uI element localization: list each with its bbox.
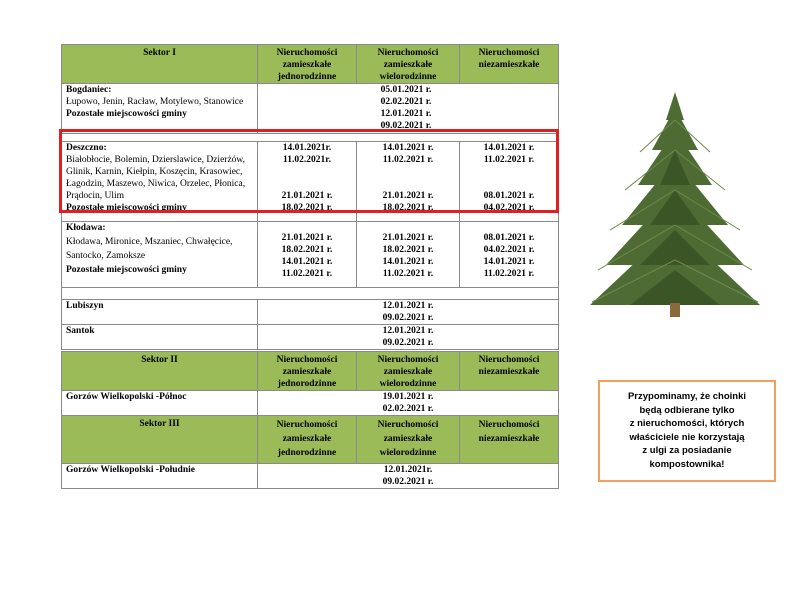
date: 19.01.2021 r. (382, 392, 434, 402)
date: 14.01.2021 r. (382, 143, 434, 153)
date: 11.02.2021 r. (281, 269, 333, 279)
sector-1-header-row (62, 45, 559, 84)
col-multi-family-header: Nieruchomości zamieszkałe wielorodzinne (357, 352, 460, 391)
date: 21.01.2021 r. (382, 191, 434, 201)
bogdaniec-name: Bogdaniec: (66, 85, 112, 95)
bogdaniec-others: Pozostałe miejscowości gminy (66, 109, 187, 119)
klodawa-col3 (460, 222, 559, 288)
note-line: kompostownika! (649, 458, 725, 470)
gorzow-south-row (62, 464, 559, 489)
klodawa-col2 (357, 222, 460, 288)
deszczno-name: Deszczno: (66, 143, 107, 153)
reminder-note (598, 380, 776, 482)
date: 09.02.2021 r. (382, 477, 434, 487)
date: 11.02.2021 r. (382, 155, 434, 165)
klodawa-villages-2: Santocko, Zamoksze (66, 251, 146, 261)
sector-3-header-row (62, 416, 559, 464)
klodawa-villages-1: Kłodawa, Mironice, Mszaniec, Chwałęcice, (66, 237, 233, 247)
date: 04.02.2021 r. (483, 245, 535, 255)
date: 02.02.2021 r. (380, 97, 432, 107)
klodawa-row (62, 222, 559, 288)
date: 21.01.2021 r. (281, 233, 333, 243)
date: 14.01.2021 r. (483, 257, 535, 267)
santok-name: Santok (62, 325, 258, 350)
date: 11.02.2021r. (283, 155, 331, 165)
col-multi-family-header: Nieruchomości zamieszkałe wielorodzinne (357, 416, 460, 464)
klodawa-name: Kłodawa: (66, 223, 106, 233)
deszczno-col2 (357, 142, 460, 222)
date: 14.01.2021 r. (382, 257, 434, 267)
date: 18.02.2021 r. (281, 203, 333, 213)
sector-1-table (61, 44, 559, 350)
deszczno-col1 (258, 142, 357, 222)
deszczno-row (62, 142, 559, 222)
note-line: z nieruchomości, których (629, 418, 745, 429)
col-non-residential-header: Nieruchomości niezamieszkałe (460, 45, 559, 84)
bogdaniec-row (62, 84, 559, 134)
date: 12.01.2021 r. (382, 326, 434, 336)
gorzow-north-row (62, 391, 559, 416)
santok-dates (258, 325, 559, 350)
date: 09.02.2021 r. (382, 338, 434, 348)
note-line: z ulgi za posiadanie (642, 445, 732, 456)
date: 12.01.2021 r. (380, 109, 432, 119)
note-line: Przypominamy, że choinki (627, 391, 747, 402)
sector-3-header: Sektor III (62, 416, 258, 464)
col-multi-family-header: Nieruchomości zamieszkałe wielorodzinne (357, 45, 460, 84)
date: 08.01.2021 r. (483, 191, 535, 201)
col-single-family-header: Nieruchomości zamieszkałe jednorodzinne (258, 45, 357, 84)
date: 11.02.2021 r. (483, 269, 535, 279)
lubiszyn-dates (258, 300, 559, 325)
deszczno-col3 (460, 142, 559, 222)
sector-2-header: Sektor II (62, 352, 258, 391)
date: 18.02.2021 r. (382, 203, 434, 213)
note-line: właściciele nie korzystają (629, 431, 745, 443)
bogdaniec-dates (258, 84, 559, 134)
col-non-residential-header: Nieruchomości niezamieszkałe (460, 352, 559, 391)
date: 11.02.2021 r. (382, 269, 434, 279)
date: 14.01.2021 r. (483, 143, 535, 153)
date: 09.02.2021 r. (380, 121, 432, 131)
date: 05.01.2021 r. (380, 85, 432, 95)
spacer-row (62, 134, 559, 142)
date: 12.01.2021 r. (382, 301, 434, 311)
date: 11.02.2021 r. (483, 155, 535, 165)
gorzow-south-dates (258, 464, 559, 489)
date: 21.01.2021 r. (382, 233, 434, 243)
note-line: będą odbierane tylko (639, 404, 735, 416)
col-non-residential-header: Nieruchomości niezamieszkałe (460, 416, 559, 464)
christmas-tree-image (570, 90, 780, 330)
date: 18.02.2021 r. (382, 245, 434, 255)
date: 18.02.2021 r. (281, 245, 333, 255)
lubiszyn-name: Lubiszyn (62, 300, 258, 325)
date: 02.02.2021 r. (382, 404, 434, 414)
gorzow-south-name: Gorzów Wielkopolski -Południe (62, 464, 258, 489)
santok-row (62, 325, 559, 350)
klodawa-col1 (258, 222, 357, 288)
lubiszyn-row (62, 300, 559, 325)
spacer-row (62, 288, 559, 300)
deszczno-cell (62, 142, 258, 222)
bogdaniec-cell (62, 84, 258, 134)
sector-1-header: Sektor I (62, 45, 258, 84)
klodawa-cell (62, 222, 258, 288)
bogdaniec-villages: Łupowo, Jenin, Racław, Motylewo, Stanowice (66, 97, 244, 107)
klodawa-others: Pozostałe miejscowości gminy (66, 265, 187, 275)
date: 08.01.2021 r. (483, 233, 535, 243)
gorzow-north-name: Gorzów Wielkopolski -Północ (62, 391, 258, 416)
date: 04.02.2021 r. (483, 203, 535, 213)
date: 14.01.2021r. (282, 143, 332, 153)
date: 12.01.2021r. (383, 465, 433, 475)
deszczno-others: Pozostałe miejscowości gminy (66, 203, 187, 213)
sector-2-header-row (62, 352, 559, 391)
gorzow-north-dates (258, 391, 559, 416)
date: 21.01.2021 r. (281, 191, 333, 201)
col-single-family-header: Nieruchomości zamieszkałe jednorodzinne (258, 416, 357, 464)
deszczno-villages: Białobłocie, Bolemin, Dzierslawice, Dzierżów, Glinik, Karnin, Kiełpin, Koszęcin, Krasowiec, Łagodzin, Maszewo, Niwica, Orzelec, Płonica, Prądocin, Ulim (66, 155, 246, 201)
col-single-family-header: Nieruchomości zamieszkałe jednorodzinne (258, 352, 357, 391)
date: 09.02.2021 r. (382, 313, 434, 323)
sector-2-3-table (61, 351, 559, 489)
date: 14.01.2021 r. (281, 257, 333, 267)
